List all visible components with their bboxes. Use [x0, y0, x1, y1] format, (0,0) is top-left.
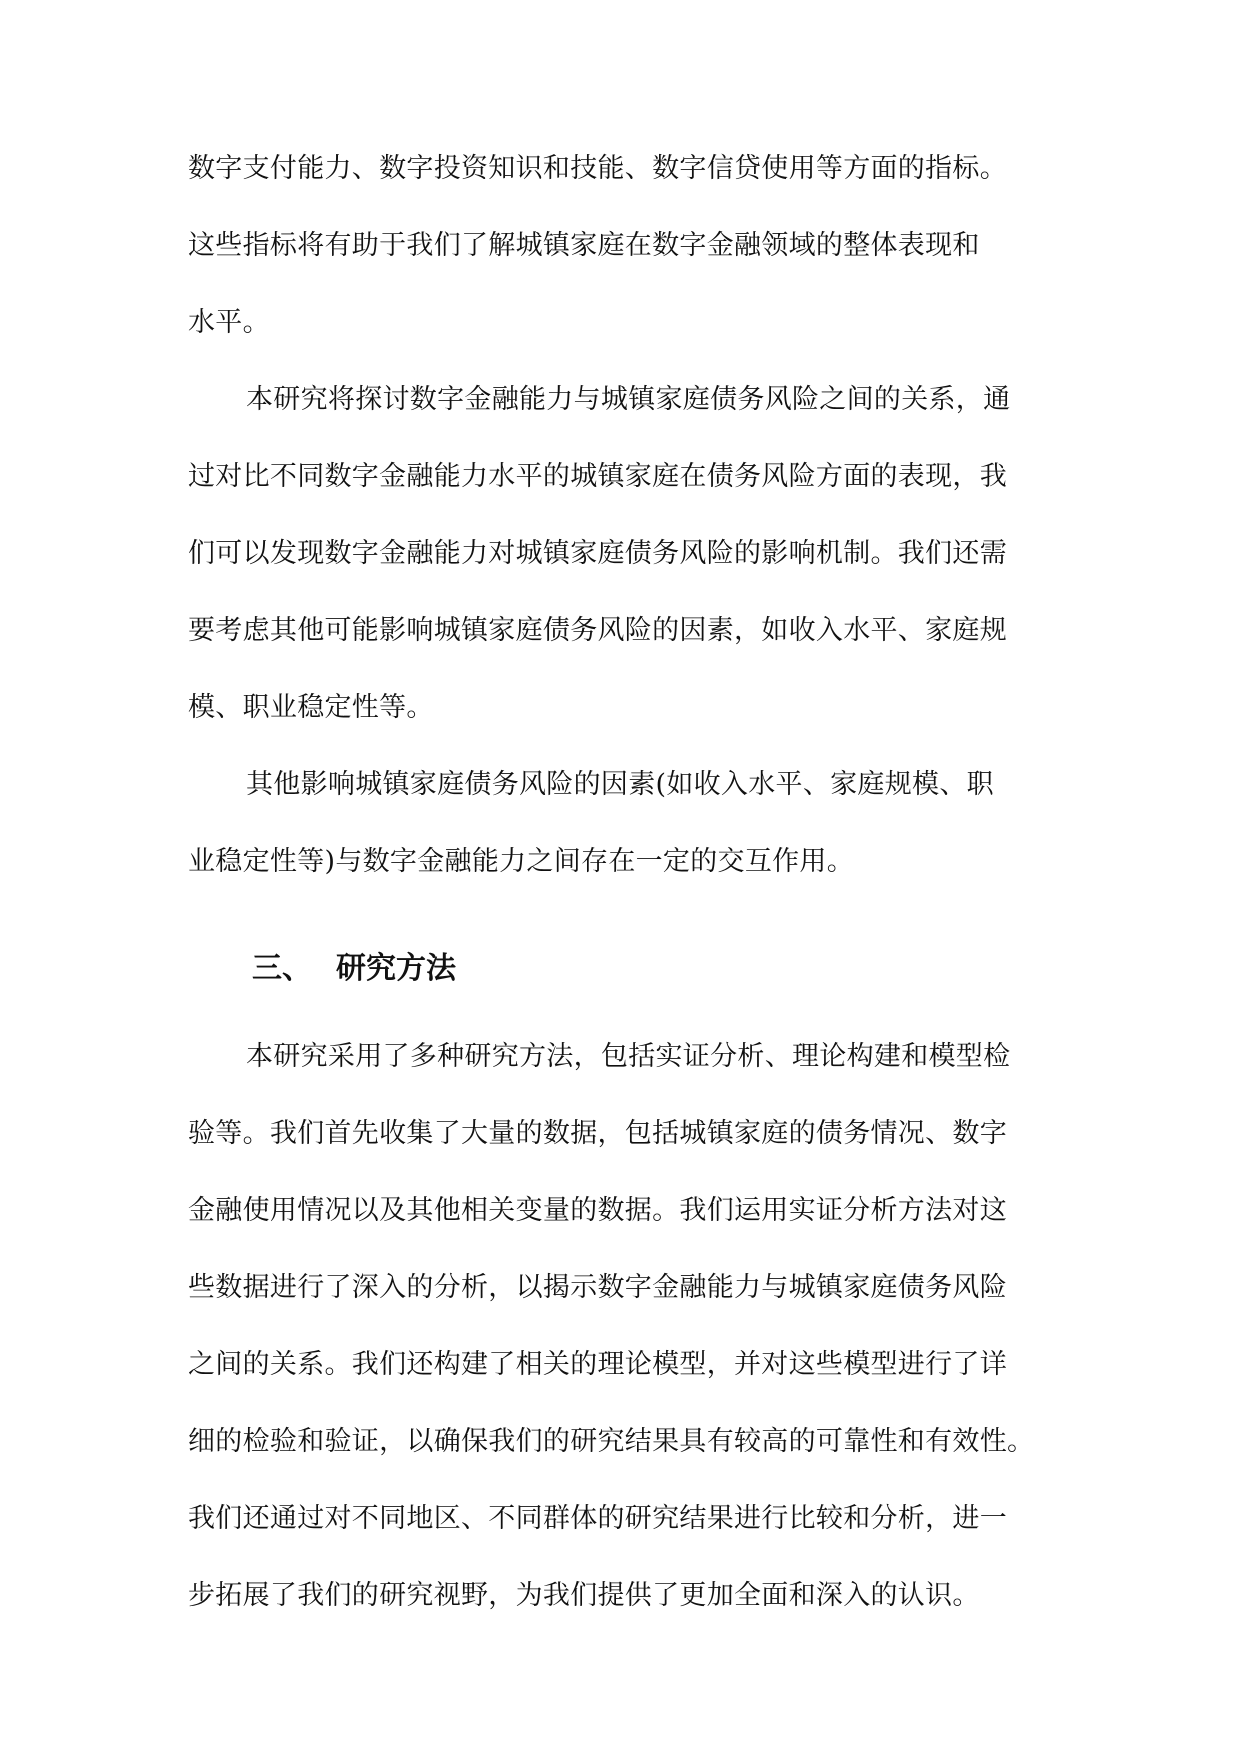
- section-title: 研究方法: [336, 951, 456, 986]
- text-line: 验等。我们首先收集了大量的数据，包括城镇家庭的债务情况、数字: [188, 1118, 1007, 1149]
- section-heading: [188, 920, 1058, 1018]
- text-line: 其他影响城镇家庭债务风险的因素(如收入水平、家庭规模、职: [246, 769, 994, 800]
- text-line: 细的检验和验证，以确保我们的研究结果具有较高的可靠性和有效性。: [188, 1426, 1035, 1457]
- paragraph-interaction: [188, 746, 1058, 900]
- text-line: 之间的关系。我们还构建了相关的理论模型，并对这些模型进行了详: [188, 1349, 1007, 1380]
- text-line: 业稳定性等)与数字金融能力之间存在一定的交互作用。: [188, 846, 855, 877]
- text-line: 这些指标将有助于我们了解城镇家庭在数字金融领域的整体表现和: [188, 230, 980, 261]
- page-content: [188, 130, 1058, 1634]
- text-line: 们可以发现数字金融能力对城镇家庭债务风险的影响机制。我们还需: [188, 538, 1007, 569]
- text-line: 步拓展了我们的研究视野，为我们提供了更加全面和深入的认识。: [188, 1580, 980, 1611]
- text-line: 本研究采用了多种研究方法，包括实证分析、理论构建和模型检: [246, 1041, 1011, 1072]
- text-line: 模、职业稳定性等。: [188, 692, 434, 723]
- text-line: 数字支付能力、数字投资知识和技能、数字信贷使用等方面的指标。: [188, 153, 1007, 184]
- section-number: 三、: [252, 951, 312, 986]
- text-line: 水平。: [188, 307, 270, 338]
- text-line: 本研究将探讨数字金融能力与城镇家庭债务风险之间的关系，通: [246, 384, 1011, 415]
- paragraph-methods: [188, 1018, 1058, 1634]
- paragraph-continuation: [188, 130, 1058, 361]
- text-line: 我们还通过对不同地区、不同群体的研究结果进行比较和分析，进一: [188, 1503, 1007, 1534]
- paragraph-relationship: [188, 361, 1058, 746]
- text-line: 要考虑其他可能影响城镇家庭债务风险的因素，如收入水平、家庭规: [188, 615, 1007, 646]
- text-line: 金融使用情况以及其他相关变量的数据。我们运用实证分析方法对这: [188, 1195, 1007, 1226]
- section-spacer: [188, 900, 1058, 920]
- text-line: 过对比不同数字金融能力水平的城镇家庭在债务风险方面的表现，我: [188, 461, 1007, 492]
- text-line: 些数据进行了深入的分析，以揭示数字金融能力与城镇家庭债务风险: [188, 1272, 1007, 1303]
